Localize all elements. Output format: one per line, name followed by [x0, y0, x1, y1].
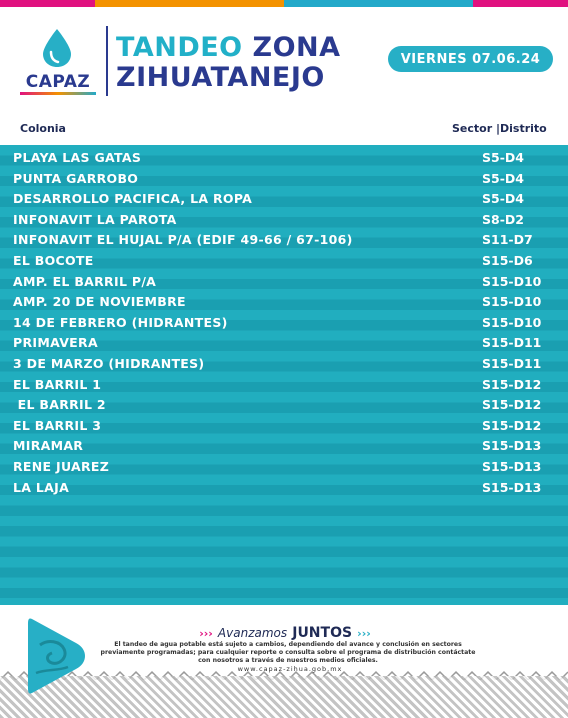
table-row — [0, 312, 568, 333]
colonia-cell: RENE JUAREZ — [13, 459, 110, 474]
top-color-bar — [0, 0, 568, 7]
sector-cell: S15-D10 — [482, 314, 542, 330]
divider — [106, 26, 108, 96]
table-row — [0, 374, 568, 395]
table-row — [0, 477, 568, 498]
colonia-cell: EL BOCOTE — [13, 253, 94, 268]
color-segment — [0, 0, 95, 7]
sector-cell: S15-D13 — [482, 479, 542, 495]
colonia-cell: PRIMAVERA — [13, 335, 98, 351]
colonia-cell: MIRAMAR — [13, 438, 84, 454]
table-row — [0, 435, 568, 456]
colonia-cell: EL BARRIL 2 — [13, 397, 106, 413]
sector-cell: S8-D2 — [482, 211, 524, 227]
colonia-cell: 3 DE MARZO (HIDRANTES) — [13, 356, 205, 371]
teal-arrows-icon: ››› — [357, 627, 371, 640]
sector-cell: S5-D4 — [482, 191, 524, 207]
slogan-main: JUNTOS — [292, 625, 353, 641]
sector-header: Sector |Distrito — [452, 122, 547, 135]
table-row — [0, 250, 568, 271]
sector-cell: S15-D13 — [482, 438, 542, 454]
sector-cell: S15-D10 — [482, 273, 542, 289]
table-row — [0, 415, 568, 436]
water-drop-icon — [40, 28, 74, 68]
color-segment — [95, 0, 190, 7]
colonia-cell: INFONAVIT LA PAROTA — [13, 211, 177, 227]
table-row — [0, 147, 568, 168]
colonia-cell: INFONAVIT EL HUJAL P/A (EDIF 49-66 / 67-106) — [13, 232, 353, 248]
sector-cell: S5-D4 — [482, 170, 524, 186]
title-word-zona: ZONA — [252, 32, 341, 63]
table-row — [0, 271, 568, 292]
table-row — [0, 353, 568, 374]
color-segment — [189, 0, 284, 7]
sector-cell: S15-D12 — [482, 376, 542, 392]
sector-cell: S15-D11 — [482, 335, 542, 351]
website: www.capaz-zihua.gob.mx — [237, 665, 343, 673]
title-word-tandeo: TANDEO — [116, 32, 243, 63]
colonia-cell: AMP. EL BARRIL P/A — [13, 273, 157, 289]
sector-cell: S15-D6 — [482, 253, 533, 268]
logo-text: CAPAZ — [25, 72, 91, 92]
colonia-cell: AMP. 20 DE NOVIEMBRE — [13, 294, 186, 310]
table-header — [0, 118, 568, 142]
table-row — [0, 332, 568, 353]
slogan — [185, 622, 385, 641]
colonia-cell: EL BARRIL 1 — [13, 376, 102, 392]
colonia-cell: PUNTA GARROBO — [13, 170, 139, 186]
table-row — [0, 394, 568, 415]
colonia-header: Colonia — [20, 122, 66, 135]
sector-cell: S11-D7 — [482, 232, 533, 248]
sector-cell: S15-D12 — [482, 397, 542, 413]
sector-cell: S5-D4 — [482, 150, 524, 165]
capaz-logo — [18, 28, 98, 98]
logo-underline — [20, 92, 96, 95]
sector-cell: S15-D12 — [482, 417, 542, 433]
colonia-cell: EL BARRIL 3 — [13, 417, 102, 433]
title-line-1 — [116, 32, 341, 63]
slogan-prefix: Avanzamos — [217, 626, 288, 640]
colonia-cell: LA LAJA — [13, 479, 70, 495]
disclaimer: El tandeo de agua potable está sujeto a cambios, dependiendo del avance y conclusión en sectores previamente programadas; para cualquier reporte o consulta sobre el programa de distribución contáctate con nosotros a través de nuestros medios oficiales. — [100, 641, 476, 664]
color-segment — [284, 0, 379, 7]
color-segment — [379, 0, 474, 7]
color-segment — [473, 0, 568, 7]
table-row — [0, 456, 568, 477]
table-row — [0, 188, 568, 209]
capaz-badge-icon — [26, 615, 96, 710]
magenta-arrows-icon: ››› — [199, 627, 213, 640]
table-row — [0, 168, 568, 189]
schedule-table — [0, 145, 568, 605]
sector-cell: S15-D10 — [482, 294, 542, 310]
title-line-2: ZIHUATANEJO — [116, 62, 325, 93]
date-badge: VIERNES 07.06.24 — [388, 46, 553, 72]
table-row — [0, 229, 568, 250]
table-row — [0, 291, 568, 312]
sector-cell: S15-D13 — [482, 459, 542, 474]
table-row — [0, 209, 568, 230]
colonia-cell: PLAYA LAS GATAS — [13, 150, 142, 165]
colonia-cell: 14 DE FEBRERO (HIDRANTES) — [13, 314, 228, 330]
colonia-cell: DESARROLLO PACIFICA, LA ROPA — [13, 191, 253, 207]
sector-cell: S15-D11 — [482, 356, 542, 371]
